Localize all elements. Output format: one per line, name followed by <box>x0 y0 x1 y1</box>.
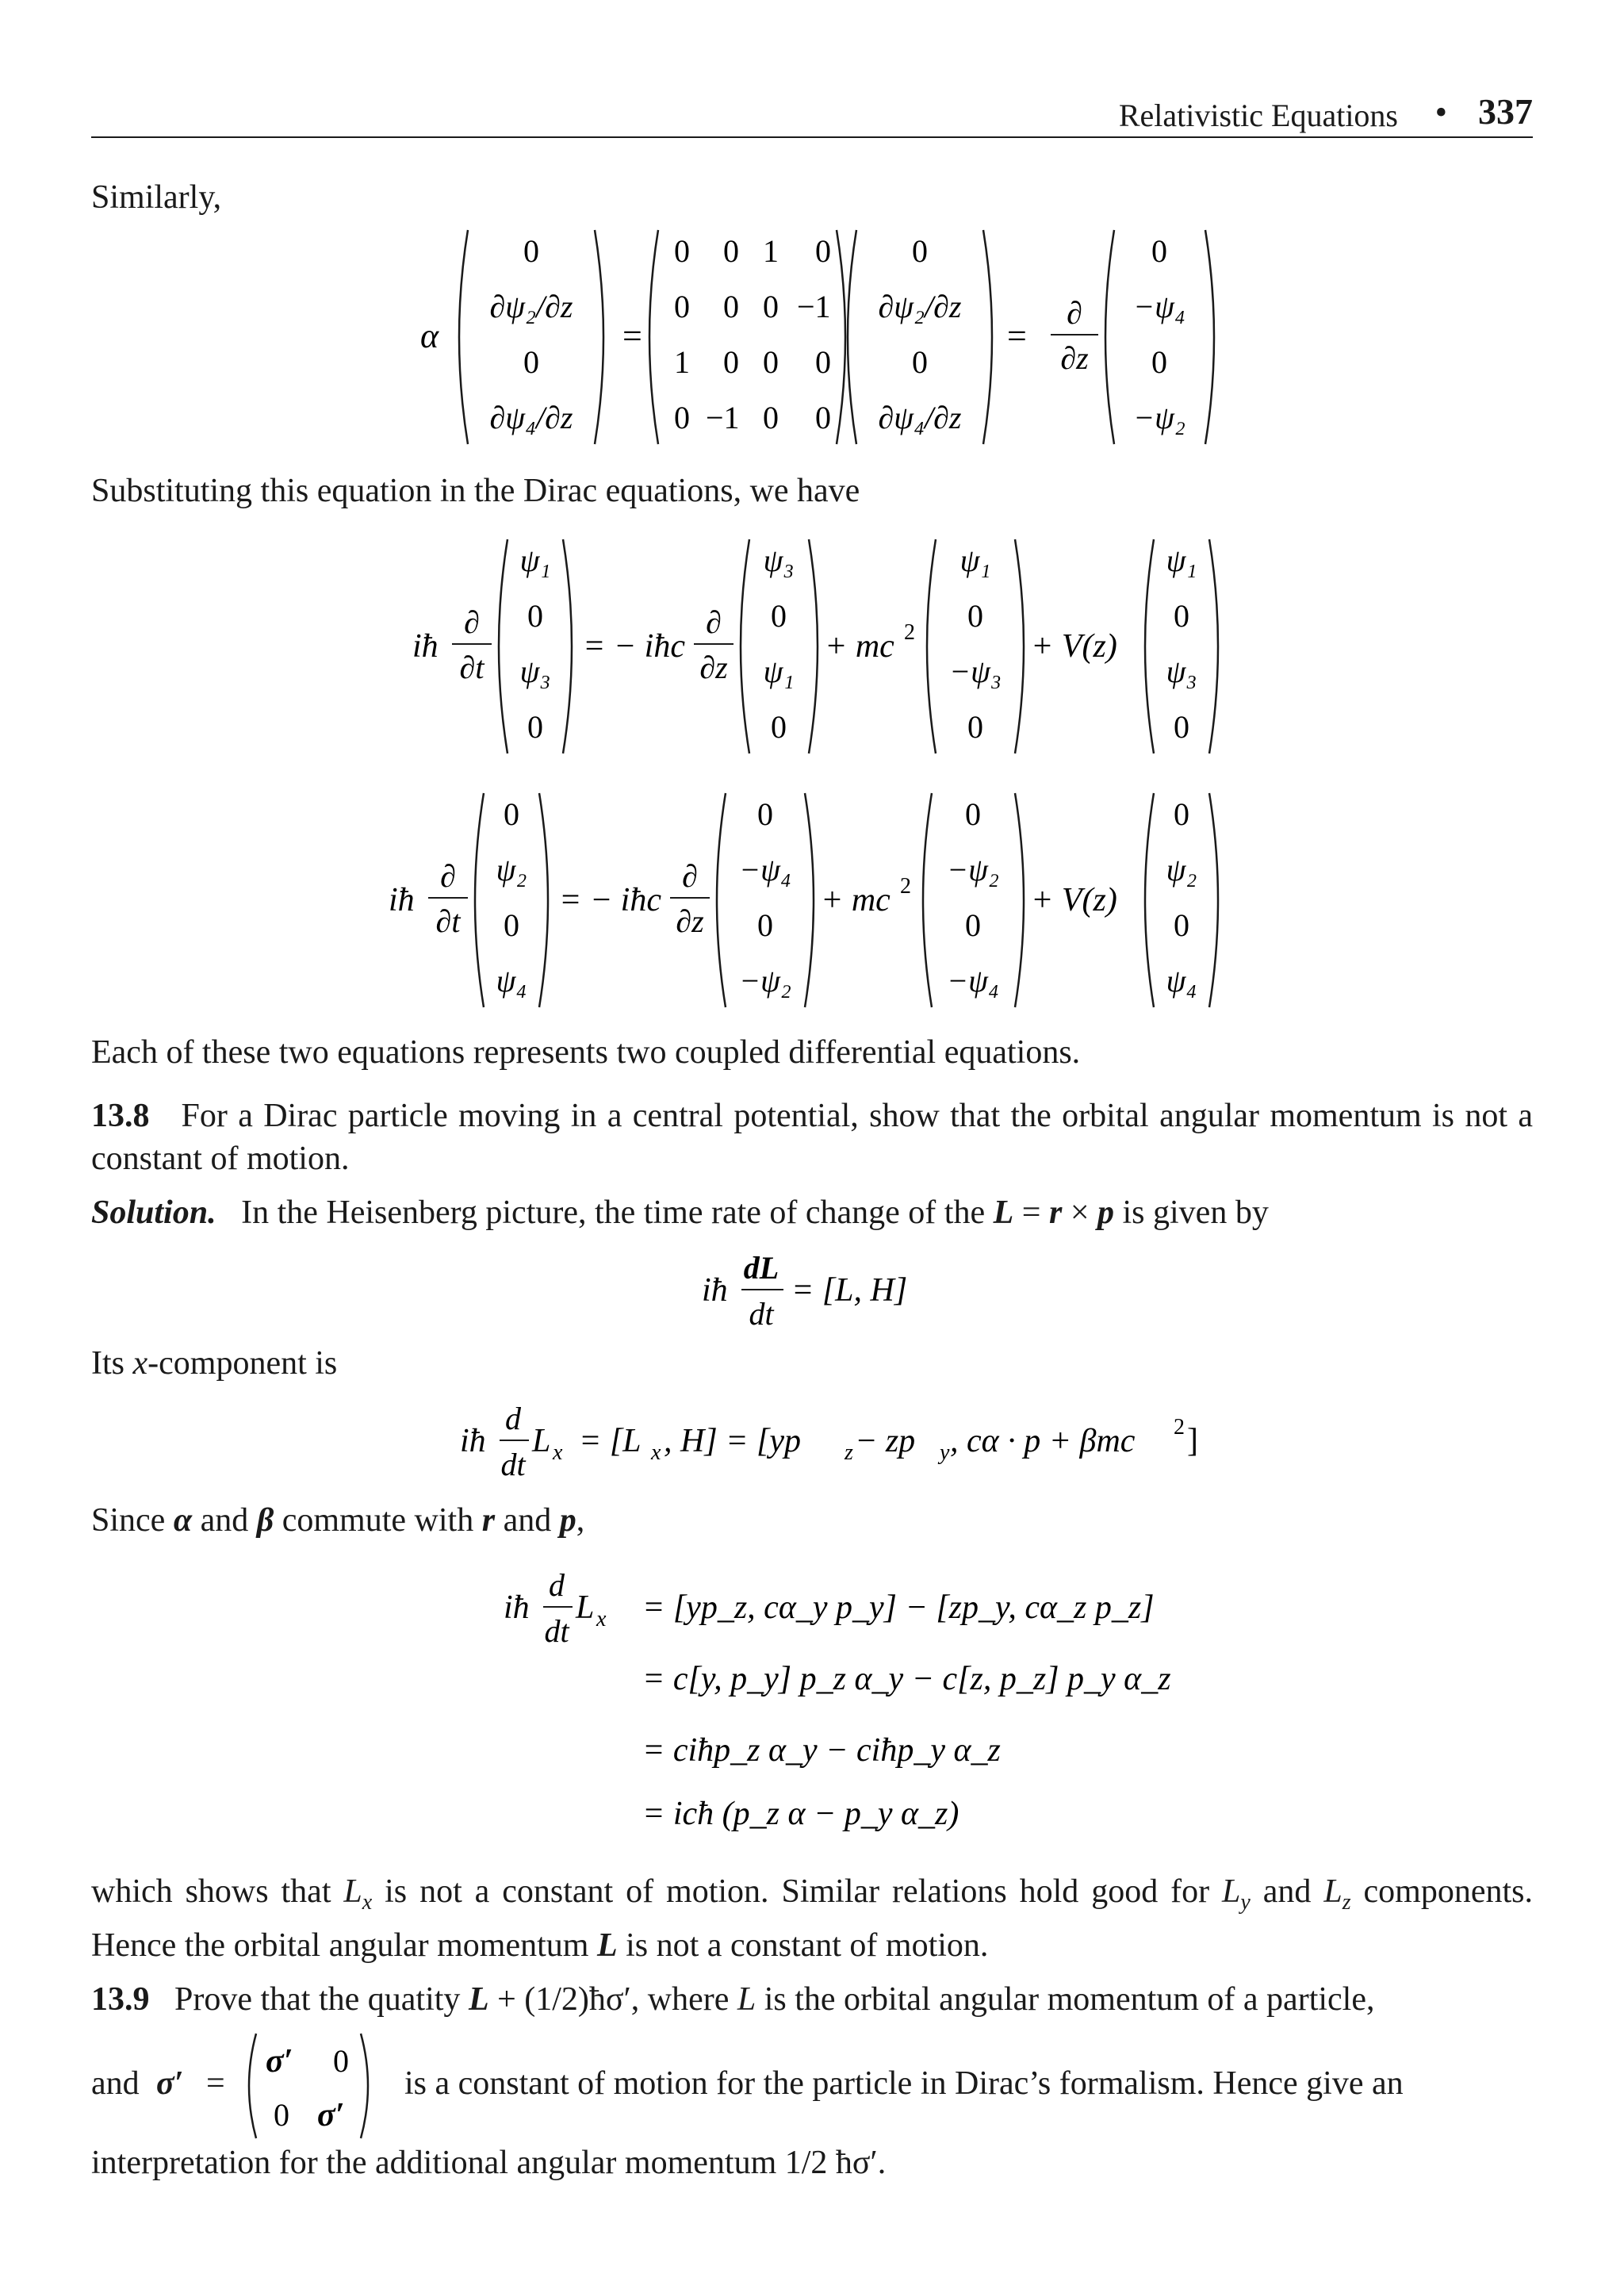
eq6-num: d <box>549 1567 565 1603</box>
solution-text-1: In the Heisenberg picture, the time rate of change of the <box>241 1194 986 1231</box>
eq3-v4-1: ψ₂ <box>1166 852 1197 888</box>
equation-alpha-matrix <box>396 222 1229 452</box>
eq1-eq-1: = <box>622 316 642 355</box>
which-t3: and <box>1250 1873 1324 1910</box>
p139-and: and <box>91 2065 140 2102</box>
eq3-ih: iħ <box>389 882 415 918</box>
which-L: L <box>596 1927 618 1965</box>
eq2-sq: 2 <box>904 620 915 645</box>
eq4-den: dt <box>749 1296 774 1332</box>
eq3-dznum: ∂ <box>682 858 698 894</box>
eq2-dnum: ∂ <box>464 604 480 640</box>
eq1-alpha: α <box>420 316 439 355</box>
eq5-rest2: , H] = [yp <box>664 1423 802 1459</box>
eq5-num: d <box>505 1401 521 1436</box>
which-t2: is not a constant of motion. Similar relations hold good for <box>372 1873 1223 1910</box>
eq1-rhs-3: −ψ₂ <box>1133 400 1185 435</box>
eq3-v2-3: −ψ₂ <box>739 963 791 999</box>
eq5-ih: iħ <box>460 1423 486 1459</box>
eq1-lhs-1: ∂ψ₂/∂z <box>489 289 573 324</box>
eq3-dzden: ∂z <box>676 903 704 939</box>
p139-L: L <box>468 1981 489 2018</box>
eq1-mid-0: 0 <box>912 233 928 269</box>
eq2-v4-0: ψ₁ <box>1166 542 1197 578</box>
equation-derivation <box>500 1562 1213 1856</box>
eq2-plus-v: + V(z) <box>1031 628 1117 665</box>
eq3-dnum: ∂ <box>440 858 456 894</box>
eq1-rhs-1: −ψ₄ <box>1133 289 1185 324</box>
eq3-v4-3: ψ₄ <box>1166 963 1197 999</box>
solution-r: r <box>1048 1194 1063 1231</box>
solution-p: p <box>1097 1194 1114 1231</box>
since-alpha: α <box>173 1502 193 1539</box>
eq3-eq: = − iħc <box>559 882 661 918</box>
eq6-line4: = icħ (p_z α − p_y α_z) <box>642 1796 959 1832</box>
eq5-L: L <box>532 1423 551 1459</box>
equation-lx-svg <box>456 1396 1209 1491</box>
which-Ly: L <box>1222 1873 1241 1910</box>
eq1-m-20: 1 <box>674 344 690 380</box>
eq2-dznum: ∂ <box>706 604 722 640</box>
p139-t1: Prove that the quatity <box>174 1981 469 2018</box>
solution-line <box>91 1191 1533 1234</box>
eq2-dden: ∂t <box>459 650 485 685</box>
eq3-v2-2: 0 <box>757 907 773 943</box>
eq1-m-32: 0 <box>763 400 779 435</box>
p139-t2: + (1/2)ħσ′, where <box>488 1981 737 2018</box>
eq3-v3-3: −ψ₄ <box>947 963 999 999</box>
eq1-m-00: 0 <box>674 233 690 269</box>
solution-label: Solution. <box>91 1194 216 1231</box>
paragraph-substituting: Substituting this equation in the Dirac equations, we have <box>91 473 860 509</box>
header-rule <box>91 136 1533 138</box>
xcomp-t1: Its <box>91 1345 133 1382</box>
paragraph-each: Each of these two equations represents two coupled differential equations. <box>91 1034 1081 1071</box>
paragraph-since <box>91 1499 584 1542</box>
eq2-v4-3: 0 <box>1174 709 1189 745</box>
header-bullet: • <box>1434 93 1447 132</box>
eq1-m-13: −1 <box>797 289 831 324</box>
sigma-m-10: 0 <box>274 2097 289 2133</box>
p139-t5: interpretation for the additional angular momentum 1/2 ħσ′. <box>91 2145 887 2181</box>
eq1-m-30: 0 <box>674 400 690 435</box>
eq2-v2-3: 0 <box>771 709 787 745</box>
eq3-v3-1: −ψ₂ <box>947 852 999 888</box>
eq6-ih: iħ <box>504 1589 530 1626</box>
eq5-subz: z <box>845 1440 853 1465</box>
which-x: x <box>362 1890 373 1915</box>
eq1-lhs-3: ∂ψ₄/∂z <box>489 400 573 435</box>
eq5-rest-sub: x <box>651 1440 661 1465</box>
eq6-L: L <box>576 1589 595 1626</box>
eq2-v2-1: 0 <box>771 598 787 634</box>
eq3-sq: 2 <box>900 874 911 899</box>
eq4-ih: iħ <box>702 1272 728 1309</box>
eq2-v2-0: ψ₃ <box>763 542 795 578</box>
eq1-m-11: 0 <box>723 289 739 324</box>
eq3-v2-0: 0 <box>757 796 773 832</box>
sigma-m-11: σ′ <box>317 2097 345 2134</box>
problem-13-9-line2 <box>91 2030 1533 2141</box>
eq1-mid-3: ∂ψ₄/∂z <box>878 400 962 435</box>
eq2-v3-1: 0 <box>967 598 983 634</box>
eq2-v3-2: −ψ₃ <box>949 654 1002 689</box>
eq3-plus-mc: + mc <box>821 882 891 918</box>
eq1-d-den: ∂z <box>1060 340 1089 376</box>
eq3-v3-2: 0 <box>965 907 981 943</box>
eq3-v4-2: 0 <box>1174 907 1189 943</box>
which-y: y <box>1240 1890 1251 1915</box>
eq1-lhs-2: 0 <box>523 344 539 380</box>
which-t5: is not a constant of motion. <box>617 1927 989 1965</box>
eq3-v1-2: 0 <box>504 907 519 943</box>
problem-13-8-text: For a Dirac particle moving in a central potential, show that the orbital angular momentum is not a constant of motion. <box>91 1098 1534 1177</box>
eq4-num: dL <box>743 1250 779 1286</box>
eq2-dzden: ∂z <box>699 650 728 685</box>
eq2-v1-0: ψ₁ <box>519 542 551 578</box>
eq6-line2: = c[y, p_y] p_z α_y − c[z, p_z] p_y α_z <box>642 1661 1171 1697</box>
eq1-lhs-0: 0 <box>523 233 539 269</box>
eq1-m-01: 0 <box>723 233 739 269</box>
equation-alpha-matrix-svg <box>396 222 1229 452</box>
eq6-line3: = ciħp_z α_y − ciħp_y α_z <box>642 1732 1001 1769</box>
xcomp-x: x <box>132 1345 148 1382</box>
eq1-m-31: −1 <box>706 400 740 435</box>
eq2-plus-mc: + mc <box>825 628 894 665</box>
eq2-v2-2: ψ₁ <box>763 654 795 689</box>
eq6-den: dt <box>544 1613 569 1649</box>
problem-13-9-number: 13.9 <box>91 1981 150 2018</box>
eq5-rest3: − zp <box>855 1423 916 1459</box>
eq3-v1-0: 0 <box>504 796 519 832</box>
eq3-v4-0: 0 <box>1174 796 1189 832</box>
eq5-den: dt <box>500 1447 526 1482</box>
eq1-m-22: 0 <box>763 344 779 380</box>
eq1-m-12: 0 <box>763 289 779 324</box>
since-t1: Since <box>91 1502 174 1539</box>
equation-dirac-2 <box>381 785 1237 1015</box>
eq3-dden: ∂t <box>435 903 461 939</box>
paragraph-xcomp <box>91 1342 337 1385</box>
solution-text-2: is given by <box>1122 1194 1269 1231</box>
eq3-plus-v: + V(z) <box>1031 882 1117 918</box>
problem-13-8 <box>91 1095 1533 1180</box>
which-Lx: L <box>343 1873 362 1910</box>
eq3-v1-1: ψ₂ <box>496 852 527 888</box>
eq2-v1-2: ψ₃ <box>519 654 551 689</box>
since-t2: and <box>192 1502 257 1539</box>
which-t4: components. Hence the orbital angular momentum <box>91 1873 1533 1965</box>
page-number: 337 <box>1478 91 1533 132</box>
equation-dirac-2-svg <box>381 785 1237 1015</box>
equation-dirac-1 <box>404 531 1237 761</box>
eq1-m-03: 0 <box>815 233 831 269</box>
eq1-matrix <box>674 233 831 435</box>
eq2-v1-1: 0 <box>527 598 543 634</box>
solution-times: × <box>1070 1194 1090 1231</box>
p139-t3: is the orbital angular momentum of a particle, <box>756 1981 1375 2018</box>
eq6-line1: = [yp_z, cα_y p_y] − [zp_y, cα_z p_z] <box>642 1589 1155 1626</box>
p139-sigma: σ′ <box>156 2065 184 2102</box>
eq5-Lsub: x <box>553 1440 563 1465</box>
eq1-rhs-0: 0 <box>1151 233 1167 269</box>
since-p: p <box>559 1502 576 1539</box>
eq1-m-33: 0 <box>815 400 831 435</box>
paragraph-which <box>91 1870 1533 1967</box>
sigma-m-00: σ′ <box>266 2043 293 2080</box>
equation-dirac-1-svg <box>404 531 1237 761</box>
eq1-d-num: ∂ <box>1067 295 1082 331</box>
eq2-v1-3: 0 <box>527 709 543 745</box>
since-beta: β <box>256 1502 274 1539</box>
eq2-eq: = − iħc <box>583 628 685 665</box>
solution-L: L <box>993 1194 1014 1231</box>
eq1-mid-1: ∂ψ₂/∂z <box>878 289 962 324</box>
eq3-v1-3: ψ₄ <box>496 963 527 999</box>
since-r: r <box>481 1502 496 1539</box>
eq2-v3-0: ψ₁ <box>959 542 991 578</box>
eq3-v3-0: 0 <box>965 796 981 832</box>
p139-eq: = <box>206 2065 225 2102</box>
eq1-m-10: 0 <box>674 289 690 324</box>
eq4-rhs: = [L, H] <box>791 1272 908 1309</box>
eq2-v3-3: 0 <box>967 709 983 745</box>
eq1-m-02: 1 <box>763 233 779 269</box>
equation-heisenberg-svg <box>698 1245 952 1340</box>
equation-heisenberg <box>698 1245 952 1340</box>
since-t3: commute with <box>274 1502 482 1539</box>
paragraph-similarly: Similarly, <box>91 179 222 216</box>
eq5-rest: = [L <box>579 1423 642 1459</box>
eq2-ih: iħ <box>412 628 439 665</box>
header-title: Relativistic Equations <box>1118 98 1398 133</box>
problem-13-8-number: 13.8 <box>91 1098 150 1134</box>
solution-eq: = <box>1021 1194 1041 1231</box>
p139-t4: is a constant of motion for the particle in Dirac’s formalism. Hence give an <box>404 2065 1404 2102</box>
eq5-rest5: ] <box>1187 1423 1198 1459</box>
problem-13-9-line1 <box>91 1978 1533 2021</box>
eq5-sq: 2 <box>1174 1415 1185 1440</box>
which-z: z <box>1342 1890 1351 1915</box>
which-Lz: L <box>1323 1873 1342 1910</box>
sigma-m-01: 0 <box>333 2043 349 2079</box>
equation-derivation-svg <box>500 1562 1213 1856</box>
eq1-mid-2: 0 <box>912 344 928 380</box>
xcomp-t2: -component is <box>147 1345 338 1382</box>
eq3-v2-1: −ψ₄ <box>739 852 791 888</box>
eq1-m-23: 0 <box>815 344 831 380</box>
running-header <box>0 91 1533 133</box>
eq1-eq-2: = <box>1007 316 1027 355</box>
eq2-v4-2: ψ₃ <box>1166 654 1197 689</box>
eq2-v4-1: 0 <box>1174 598 1189 634</box>
eq5-suby: y <box>940 1440 950 1465</box>
equation-lx-commutator <box>456 1396 1209 1491</box>
which-t1: which shows that <box>91 1873 344 1910</box>
eq1-m-21: 0 <box>723 344 739 380</box>
eq6-Lsub: x <box>596 1607 607 1631</box>
p139-L2: L <box>737 1981 756 2018</box>
sigma-matrix <box>242 2030 377 2141</box>
eq1-rhs-2: 0 <box>1151 344 1167 380</box>
since-t5: , <box>576 1502 585 1539</box>
since-t4: and <box>495 1502 560 1539</box>
eq5-rest4: , cα · p + βmc <box>950 1423 1136 1459</box>
